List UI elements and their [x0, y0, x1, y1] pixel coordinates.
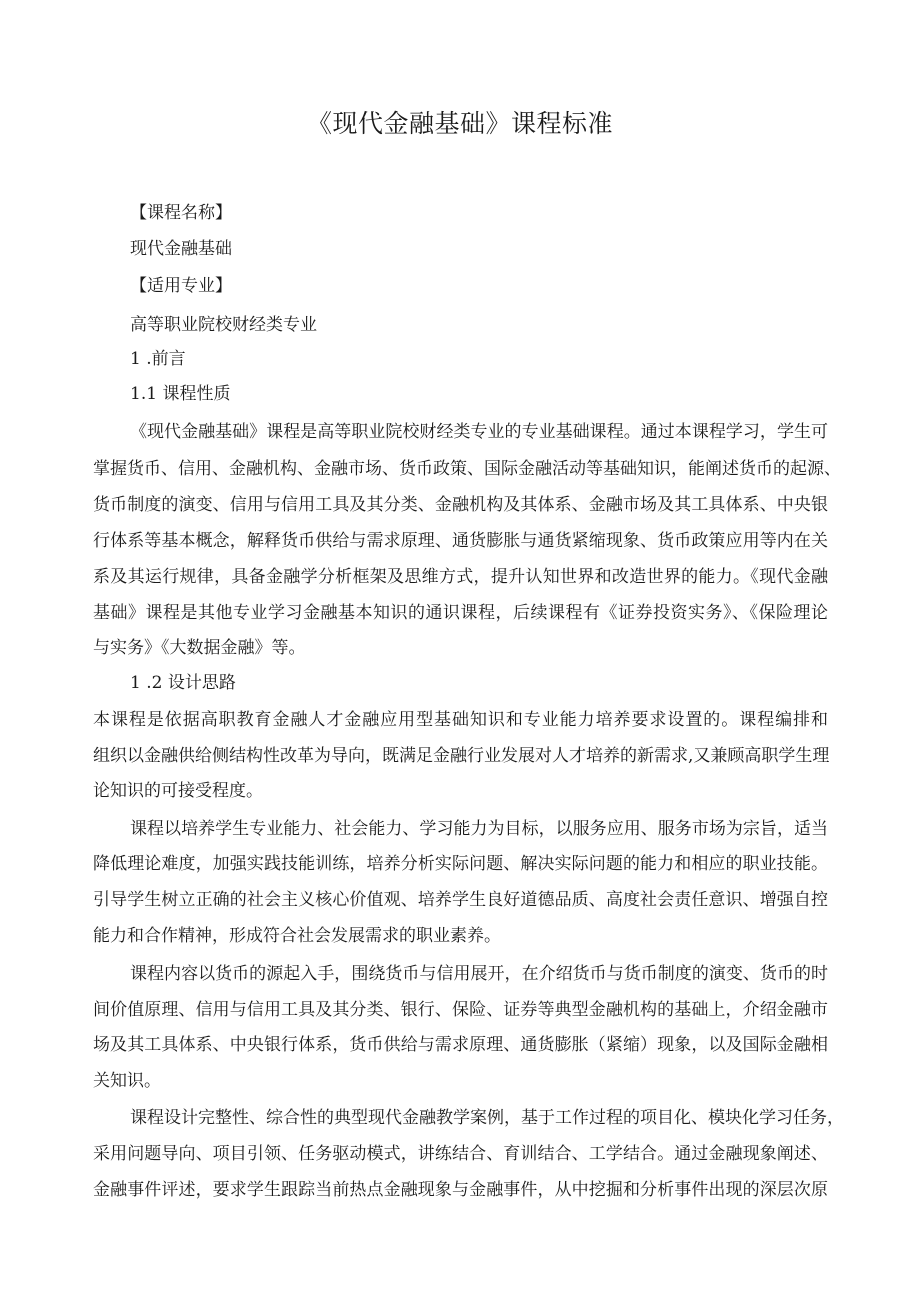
- paragraph-line: 间价值原理、信用与信用工具及其分类、银行、保险、证券等典型金融机构的基础上，介绍金融市: [93, 1000, 828, 1020]
- paragraph-line: 采用问题导向、项目引领、任务驱动模式，讲练结合、育训结合、工学结合。通过金融现象阐述、: [93, 1144, 828, 1164]
- paragraph-line: 场及其工具体系、中央银行体系，货币供给与需求原理、通货膨胀（紧缩）现象，以及国际金融相: [93, 1035, 828, 1055]
- paragraph-line: 论知识的可接受程度。: [93, 781, 263, 801]
- paragraph-line: 掌握货币、信用、金融机构、金融市场、货币政策、国际金融活动等基础知识，能阐述货币的起源、: [93, 459, 841, 479]
- paragraph-line: 《现代金融基础》课程是高等职业院校财经类专业的专业基础课程。通过本课程学习，学生可: [130, 422, 828, 442]
- paragraph-line: 关知识。: [93, 1071, 161, 1091]
- course-name-label: 【课程名称】: [130, 203, 232, 223]
- paragraph-line: 课程内容以货币的源起入手，围绕货币与信用展开，在介绍货币与货币制度的演变、货币的时: [130, 964, 828, 984]
- paragraph-line: 能力和合作精神，形成符合社会发展需求的职业素养。: [93, 926, 501, 946]
- paragraph-line: 降低理论难度，加强实践技能训练，培养分析实际问题、解决实际问题的能力和相应的职业技能。: [93, 854, 828, 874]
- paragraph-line: 系及其运行规律，具备金融学分析框架及思维方式，提升认知世界和改造世界的能力。《现代金融: [93, 567, 828, 587]
- paragraph-line: 行体系等基本概念，解释货币供给与需求原理、通货膨胀与通货紧缩现象、货币政策应用等内在关: [93, 531, 828, 551]
- major-label: 【适用专业】: [130, 276, 232, 296]
- section-heading-design: 1 .2 设计思路: [130, 673, 236, 693]
- major-value: 高等职业院校财经类专业: [130, 315, 317, 335]
- paragraph-line: 引导学生树立正确的社会主义核心价值观、培养学生良好道德品质、高度社会责任意识、增强自控: [93, 890, 828, 910]
- paragraph-line: 金融事件评述，要求学生跟踪当前热点金融现象与金融事件，从中挖掘和分析事件出现的深层次原: [93, 1180, 828, 1200]
- paragraph-line: 课程设计完整性、综合性的典型现代金融教学案例，基于工作过程的项目化、模块化学习任务，: [130, 1108, 844, 1128]
- course-name-value: 现代金融基础: [130, 239, 232, 259]
- paragraph-line: 本课程是依据高职教育金融人才金融应用型基础知识和专业能力培养要求设置的。课程编排和: [93, 710, 828, 730]
- document-title: 《现代金融基础》课程标准: [306, 109, 613, 138]
- paragraph-line: 基础》课程是其他专业学习金融基本知识的通识课程，后续课程有《证券投资实务》、《保险理论: [93, 603, 828, 623]
- section-heading-preface: 1 .前言: [130, 349, 186, 369]
- paragraph-line: 课程以培养学生专业能力、社会能力、学习能力为目标，以服务应用、服务市场为宗旨，适当: [130, 819, 828, 839]
- paragraph-line: 货币制度的演变、信用与信用工具及其分类、金融机构及其体系、金融市场及其工具体系、中央银: [93, 495, 828, 515]
- paragraph-line: 与实务》《大数据金融》等。: [93, 638, 306, 658]
- paragraph-line: 组织以金融供给侧结构性改革为导向，既满足金融行业发展对人才培养的新需求,又兼顾高职学生理: [93, 746, 830, 766]
- section-heading-course-nature: 1.1 课程性质: [130, 384, 231, 404]
